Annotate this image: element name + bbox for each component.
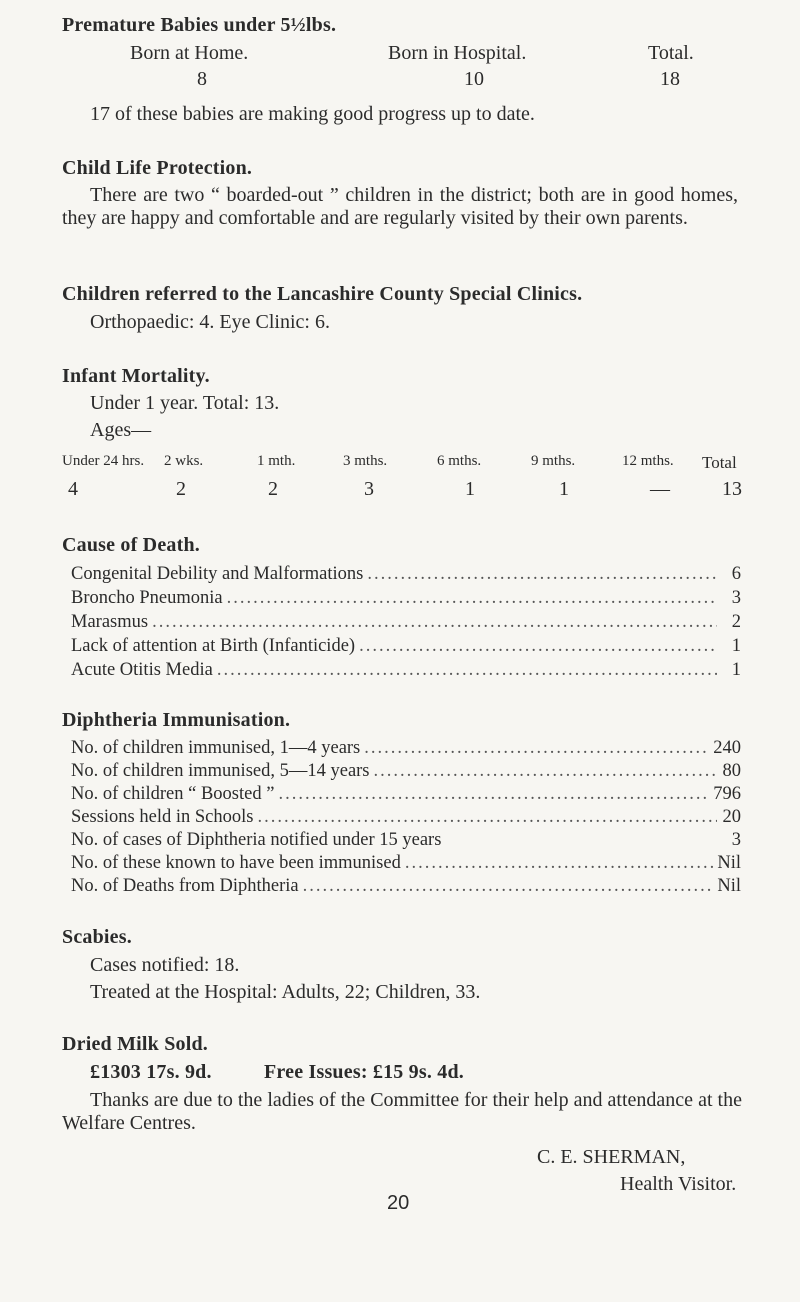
child-life-heading: Child Life Protection. — [62, 157, 253, 179]
diphtheria-value: Nil — [717, 853, 741, 873]
list-item — [71, 830, 741, 852]
list-item — [71, 660, 741, 682]
age-header: Total — [702, 453, 737, 472]
cause-value: 3 — [731, 588, 741, 608]
list-item — [71, 784, 741, 806]
list-item — [71, 853, 741, 875]
page-number: 20 — [387, 1192, 410, 1214]
cause-label: Marasmus — [71, 612, 149, 632]
leader-dots — [405, 853, 714, 874]
diphtheria-label: No. of children immunised, 1—4 years — [71, 738, 361, 758]
cause-of-death-heading: Cause of Death. — [62, 534, 200, 556]
cause-value: 6 — [731, 564, 741, 584]
age-value: 4 — [68, 478, 78, 500]
diphtheria-value: 80 — [722, 761, 741, 781]
diphtheria-value: 3 — [731, 830, 741, 850]
leader-dots — [359, 636, 717, 657]
age-value: — — [650, 478, 670, 500]
scabies-heading: Scabies. — [62, 926, 132, 948]
cause-value: 1 — [731, 636, 741, 656]
premature-heading: Premature Babies under 5½lbs. — [62, 14, 337, 36]
diphtheria-value: Nil — [717, 876, 741, 896]
child-life-text: There are two “ boarded-out ” children in the district; both are in good homes, they are happy and comfortable and are regularly visited by their own parents. — [62, 184, 738, 229]
age-value: 13 — [722, 478, 742, 500]
age-header: 2 wks. — [164, 453, 204, 469]
age-header: 6 mths. — [437, 453, 482, 469]
cause-label: Congenital Debility and Malformations — [71, 564, 364, 584]
diphtheria-label: No. of Deaths from Diphtheria — [71, 876, 299, 896]
total-header: Total. — [648, 42, 694, 64]
age-value: 1 — [465, 478, 475, 500]
leader-dots — [152, 612, 717, 633]
list-item — [71, 807, 741, 829]
born-in-hospital-header: Born in Hospital. — [388, 42, 527, 64]
leader-dots — [227, 588, 717, 609]
cause-value: 2 — [731, 612, 741, 632]
age-header: 9 mths. — [531, 453, 576, 469]
age-header: 1 mth. — [257, 453, 296, 469]
age-value: 1 — [559, 478, 569, 500]
born-in-hospital-value: 10 — [464, 68, 484, 90]
signature-name: C. E. SHERMAN, — [537, 1146, 686, 1168]
diphtheria-value: 240 — [713, 738, 741, 758]
leader-dots — [278, 784, 709, 805]
leader-dots — [374, 761, 717, 782]
leader-dots — [217, 660, 717, 681]
free-issues: Free Issues: £15 9s. 4d. — [264, 1061, 464, 1083]
age-header: 12 mths. — [622, 453, 674, 469]
list-item — [71, 738, 741, 760]
signature-title: Health Visitor. — [620, 1173, 737, 1195]
list-item — [71, 612, 741, 634]
clinics-text: Orthopaedic: 4. Eye Clinic: 6. — [90, 311, 330, 333]
list-item — [71, 564, 741, 586]
diphtheria-value: 20 — [722, 807, 741, 827]
scabies-treated: Treated at the Hospital: Adults, 22; Children, 33. — [90, 981, 481, 1003]
ages-label: Ages— — [90, 419, 152, 441]
list-item — [71, 636, 741, 658]
leader-dots — [364, 738, 709, 759]
diphtheria-label: No. of cases of Diphtheria notified under 15 years — [71, 830, 442, 850]
diphtheria-label: No. of children “ Boosted ” — [71, 784, 275, 804]
under-year-text: Under 1 year. Total: 13. — [90, 392, 280, 414]
born-at-home-value: 8 — [197, 68, 207, 90]
leader-dots — [303, 876, 714, 897]
age-header: Under 24 hrs. — [62, 453, 145, 469]
progress-text: 17 of these babies are making good progress up to date. — [90, 103, 535, 125]
leader-dots — [257, 807, 717, 828]
diphtheria-heading: Diphtheria Immunisation. — [62, 709, 291, 731]
infant-mortality-heading: Infant Mortality. — [62, 365, 210, 387]
diphtheria-label: Sessions held in Schools — [71, 807, 254, 827]
leader-dots — [367, 564, 717, 585]
diphtheria-value: 796 — [713, 784, 741, 804]
age-value: 3 — [364, 478, 374, 500]
cause-label: Lack of attention at Birth (Infanticide) — [71, 636, 356, 656]
cause-label: Broncho Pneumonia — [71, 588, 223, 608]
list-item — [71, 876, 741, 898]
age-value: 2 — [268, 478, 278, 500]
thanks-text: Thanks are due to the ladies of the Committee for their help and attendance at the Welfare Centres. — [62, 1089, 742, 1134]
born-at-home-header: Born at Home. — [130, 42, 249, 64]
total-value: 18 — [660, 68, 680, 90]
cause-value: 1 — [731, 660, 741, 680]
cause-label: Acute Otitis Media — [71, 660, 213, 680]
age-header: 3 mths. — [343, 453, 388, 469]
scabies-notified: Cases notified: 18. — [90, 954, 240, 976]
age-value: 2 — [176, 478, 186, 500]
clinics-heading: Children referred to the Lancashire County Special Clinics. — [62, 283, 583, 305]
list-item — [71, 761, 741, 783]
list-item — [71, 588, 741, 610]
diphtheria-label: No. of these known to have been immunised — [71, 853, 401, 873]
dried-milk-heading: Dried Milk Sold. — [62, 1033, 208, 1055]
diphtheria-label: No. of children immunised, 5—14 years — [71, 761, 370, 781]
dried-milk-amount: £1303 17s. 9d. — [90, 1061, 212, 1083]
